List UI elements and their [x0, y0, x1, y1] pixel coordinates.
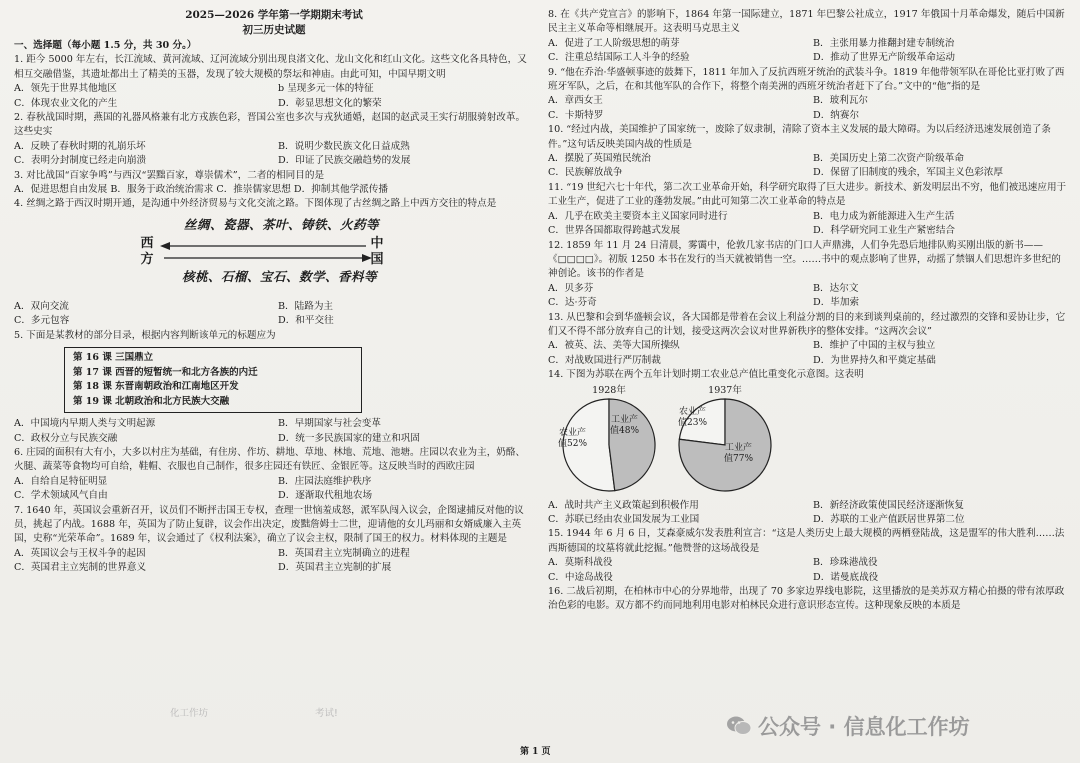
contents-line: 第 17 课 西晋的短暂统一和北方各族的内迁 — [73, 366, 258, 378]
right-column — [548, 8, 1070, 614]
question-stem: 2. 春秋战国时期，燕国的礼器风格兼有北方戎族色彩，晋国公室也多次与戎狄通婚，赵国的赵武灵王实行胡服骑射改革。这些史实 — [14, 112, 526, 138]
option-c: C．民族解放战争 — [548, 167, 623, 179]
question-stem: 9. “他在乔治·华盛顿事迹的鼓舞下，1811 年加入了反抗西班牙统治的武装斗争。1819 年他带领军队在哥伦比亚打败了西班牙军队，之后，在和其他军队的合作下，将整个南美洲的西班牙统治者赶下了台。”文中的“他”指的是 — [548, 66, 1065, 93]
question-9 — [548, 66, 1070, 124]
question-14 — [548, 368, 1070, 527]
faint-watermark-text: 化工作坊 — [170, 708, 209, 719]
diagram-west-label: 西方 — [140, 235, 154, 267]
option-a: A．反映了春秋时期的礼崩乐坏 — [14, 140, 146, 152]
exam-title: 2025—2026 学年第一学期期末考试 — [185, 9, 363, 21]
option-a: A．英国议会与王权斗争的起因 — [14, 547, 146, 559]
option-d: D．保留了旧制度的残余，军国主义色彩浓厚 — [813, 167, 1003, 179]
option-c: C．表明分封制度已经走向崩溃 — [14, 155, 147, 167]
two-way-arrows — [160, 238, 372, 266]
option-d: D．为世界持久和平奠定基础 — [813, 354, 936, 366]
question-stem: 6. 庄园的面积有大有小，大多以村庄为基础，有住房、作坊、耕地、草地、林地、荒地、池塘。庄园以农业为主，奶酪、火腿、蔬菜等食物均可自给，鞋帽、衣服也自己制作，很多庄园还有铁匠、金银匠等。这反映当时的西欧庄园 — [14, 446, 526, 473]
option-d: D．和平交往 — [278, 315, 334, 327]
wechat-icon — [726, 715, 752, 737]
option-a: A．章西女王 — [548, 95, 603, 107]
wechat-watermark — [726, 710, 970, 742]
option-a: A．领先于世界其他地区 — [14, 83, 117, 95]
option-b: B．达尔文 — [813, 282, 859, 294]
question-5 — [14, 329, 534, 446]
question-1 — [14, 53, 534, 111]
textbook-contents-box — [64, 347, 362, 413]
option-a: A．中国境内早期人类与文明起源 — [14, 418, 156, 430]
option-c: C．卡斯特罗 — [548, 109, 604, 121]
option-c: C．世界各国都取得跨越式发展 — [548, 225, 681, 237]
option-c: C．注重总结国际工人斗争的经验 — [548, 52, 690, 64]
option-d: D．逐渐取代租地农场 — [278, 490, 373, 502]
option-c: C．中途岛战役 — [548, 571, 613, 583]
question-stem: 5. 下面是某教材的部分目录，根据内容判断该单元的标题应为 — [14, 329, 276, 341]
option-a: A．双向交流 — [14, 300, 69, 312]
pie-1928 — [554, 385, 664, 500]
page-number: 第 1 页 — [520, 747, 551, 757]
section-heading: 一、选择题（每小题 1.5 分，共 30 分。） — [14, 40, 197, 51]
option-c: C．多元包容 — [14, 315, 70, 327]
question-13 — [548, 311, 1070, 369]
question-stem: 14. 下图为苏联在两个五年计划时期工农业总产值比重变化示意图。这表明 — [548, 369, 864, 381]
pie-charts — [548, 385, 1070, 497]
diagram-east-label: 中国 — [370, 235, 384, 267]
option-c: C．英国君主立宪制的世界意义 — [14, 562, 147, 574]
question-stem: 4. 丝绸之路于西汉时期开通，是沟通中外经济贸易与文化交流之路。下图体现了古丝绸之路上中西方交往的特点是 — [14, 198, 497, 210]
option-b: B．主张用暴力推翻封建专制统治 — [813, 37, 955, 49]
option-a: A．摆脱了英国殖民统治 — [548, 153, 651, 165]
pie-1937 — [670, 385, 780, 500]
option-a: A．莫斯科战役 — [548, 557, 613, 569]
option-b: b 呈现多元一体的特征 — [278, 83, 374, 95]
option-a: A．战时共产主义政策起到积极作用 — [548, 499, 699, 511]
faint-watermark-text: 考试! — [315, 708, 338, 719]
option-a: A．促进了工人阶级思想的萌芽 — [548, 37, 680, 49]
question-2 — [14, 111, 534, 169]
option-a: A．自给自足特征明显 — [14, 475, 108, 487]
pie-year-label: 1928年 — [592, 384, 626, 396]
question-stem: 1. 距今 5000 年左右，长江流域、黄河流域、辽河流域分别出现良渚文化、龙山文化和红山文化。这些文化各具特色，又相互交融借鉴，其遗址都出土了精美的玉器，发现了较大规模的祭坛和神庙。由此可知，中国早期文明 — [14, 54, 527, 80]
pie-slice-industry — [609, 399, 655, 491]
option-a: A．被英、法、美等大国所操纵 — [548, 340, 680, 352]
option-c: C．政权分立与民族交融 — [14, 432, 118, 444]
option-c: C．对战败国进行严厉制裁 — [548, 354, 661, 366]
option-d: D．苏联的工业产值跃居世界第二位 — [813, 513, 965, 525]
contents-line: 第 18 课 东晋南朝政治和江南地区开发 — [73, 381, 239, 393]
question-16 — [548, 585, 1070, 614]
option-b: B．维护了中国的主权与独立 — [813, 340, 936, 352]
option-b: B．美国历史上第二次资产阶级革命 — [813, 153, 964, 165]
question-stem: 12. 1859 年 11 月 24 日清晨，雾霭中，伦敦几家书店的门口人声鼎沸，人们争先恐后地排队购买刚出版的新书——《□□□□》。初版 1250 本书在发行的当天就被销售一空。……书中的观点影响了世界，动摇了禁锢人们思想许多世纪的神创论。该书的作者是 — [548, 239, 1061, 280]
option-c: C．体现农业文化的产生 — [14, 97, 118, 109]
pie-label-industry: 工业产 值48% — [610, 414, 640, 436]
pie-label-agriculture: 农业产 值23% — [678, 406, 708, 428]
option-b: B．陆路为主 — [278, 300, 334, 312]
option-d: D．统一多民族国家的建立和巩固 — [278, 432, 421, 444]
option-a: A．贝多芬 — [548, 282, 594, 294]
option-c: C．学术领域风气自由 — [14, 490, 108, 502]
diagram-exports-label: 丝绸、瓷器、茶叶、铸铁、火药等 — [184, 216, 380, 232]
option-d: D．科学研究同工业生产紧密结合 — [813, 225, 956, 237]
question-15 — [548, 527, 1070, 585]
question-stem: 15. 1944 年 6 月 6 日，艾森豪威尔发表胜利宣言：“这是人类历史上最大规模的两栖登陆战，这是盟军的伟大胜利……法西斯德国的坟墓将就此挖掘。”他赞誉的这场战役是 — [548, 528, 1065, 554]
options-line: A．促进思想自由发展 B．服务于政治统治需求 C．推崇儒家思想 D．抑制其他学派传播 — [14, 184, 388, 196]
diagram-imports-label: 核桃、石榴、宝石、数学、香料等 — [182, 268, 378, 284]
question-stem: 13. 从巴黎和会到华盛顿会议，各大国都是带着在会议上利益分割的目的来到谈判桌前的，经过激烈的交锋和妥协让步，它们又不得不部分放弃自己的计划，接受这两次会议对世界新秩序的整体安排。“这两次会议” — [548, 311, 1066, 337]
option-d: D．推动了世界无产阶级革命运动 — [813, 52, 956, 64]
option-d: D．印证了民族交融趋势的发展 — [278, 155, 411, 167]
question-8 — [548, 8, 1070, 66]
question-stem: 16. 二战后初期，在柏林市中心的分界地带，出现了 70 多家边界线电影院，这里播放的是美苏双方精心拍摄的带有浓厚政治色彩的电影。双方都不约而同地利用电影对柏林民众进行意识形态宣传。这种现象反映的本质是 — [548, 586, 1065, 612]
option-b: B．电力成为新能源进入生产生活 — [813, 210, 955, 222]
left-column — [14, 8, 534, 576]
question-10 — [548, 123, 1070, 181]
question-stem: 7. 1640 年，英国议会重新召开，议员们不断抨击国王专权，查理一世恼羞成怒，派军队闯入议会，企图逮捕反对他的议员，挑起了内战。1688 年，英国为了防止复辟，议会作出决定，废黜詹姆士二世，迎请他的女儿玛丽和女婿威廉入主英国，史称“光荣革命”。1689 年，议会通过了《权利法案》，确立了议会主权，限制了国王的权力。材料体现的主题是 — [14, 504, 524, 545]
exam-subtitle: 初三历史试题 — [242, 24, 306, 36]
option-d: D．诺曼底战役 — [813, 571, 879, 583]
question-6 — [14, 446, 534, 504]
option-b: B．玻利瓦尔 — [813, 95, 869, 107]
pie-label-agriculture: 农业产 值52% — [558, 427, 588, 449]
question-stem: 11. “19 世纪六七十年代，第二次工业革命开始，科学研究取得了巨大进步。新技术、新发明层出不穷，他们被迅速应用于工业生产，促进了工业的蓬勃发展。”由此可知第二次工业革命的特点是 — [548, 181, 1067, 208]
option-b: B．新经济政策使国民经济逐渐恢复 — [813, 499, 964, 511]
question-stem: 8. 在《共产党宣言》的影响下，1864 年第一国际建立，1871 年巴黎公社成立，1917 年俄国十月革命爆发，随后中国新民主主义革命等相继展开。这表明马克思主义 — [548, 9, 1065, 35]
option-b: B．庄园法庭维护秩序 — [278, 475, 372, 487]
pie-label-industry: 工业产 值77% — [724, 442, 754, 464]
option-b: B．英国君主立宪制确立的进程 — [278, 547, 410, 559]
question-stem: 10. “经过内战，美国维护了国家统一，废除了奴隶制，清除了资本主义发展的最大障碍。为以后经济迅速发展创造了条件。”这句话反映美国内战的性质是 — [548, 124, 1051, 150]
contents-line: 第 19 课 北朝政治和北方民族大交融 — [73, 395, 230, 407]
watermark-text: 公众号 · 信息化工作坊 — [758, 715, 970, 739]
option-b: B．早期国家与社会变革 — [278, 418, 381, 430]
question-stem: 3. 对比战国“百家争鸣”与西汉“罢黜百家，尊崇儒术”，二者的相同目的是 — [14, 169, 325, 181]
option-b: B．珍珠港战役 — [813, 557, 878, 569]
option-a: A．几乎在欧美主要资本主义国家同时进行 — [548, 210, 728, 222]
question-12 — [548, 239, 1070, 311]
question-7 — [14, 504, 534, 576]
option-c: C．达·芬奇 — [548, 297, 597, 309]
option-b: B．说明少数民族文化日益成熟 — [278, 140, 410, 152]
option-d: D．纳赛尔 — [813, 109, 860, 121]
question-4 — [14, 197, 534, 328]
silk-road-diagram — [14, 214, 534, 298]
pie-year-label: 1937年 — [708, 384, 742, 396]
contents-line: 第 16 课 三国鼎立 — [73, 352, 154, 364]
option-c: C．苏联已经由农业国发展为工业国 — [548, 513, 700, 525]
option-d: D．英国君主立宪制的扩展 — [278, 562, 392, 574]
option-d: D．彰显思想文化的繁荣 — [278, 97, 382, 109]
option-d: D．毕加索 — [813, 297, 860, 309]
question-3 — [14, 169, 534, 198]
question-11 — [548, 181, 1070, 239]
